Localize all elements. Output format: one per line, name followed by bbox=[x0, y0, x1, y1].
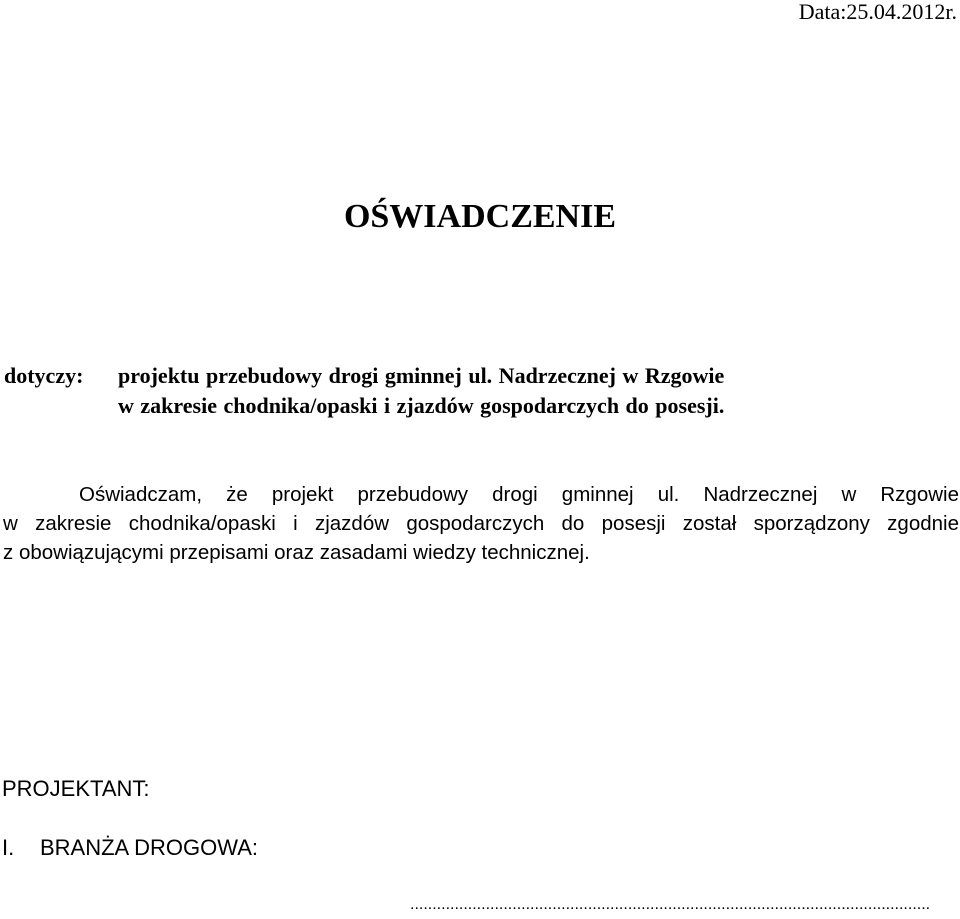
document-date: Data:25.04.2012r. bbox=[798, 0, 957, 24]
concerns-line: projektu przebudowy drogi gminnej ul. Nadrzecznej w Rzgowie bbox=[118, 363, 725, 388]
branch-number: I. bbox=[2, 835, 15, 860]
signature-line: ..................................................................................................................... bbox=[410, 896, 931, 913]
branch-row bbox=[2, 835, 258, 861]
statement-line: z obowiązującymi przepisami oraz zasadami wiedzy technicznej. bbox=[3, 541, 590, 564]
branch-label: BRANŻA DROGOWA: bbox=[40, 835, 258, 860]
document-title: OŚWIADCZENIE bbox=[343, 198, 617, 235]
concerns-line: w zakresie chodnika/opaski i zjazdów gospodarczych do posesji. bbox=[118, 393, 725, 418]
concerns-text bbox=[118, 361, 878, 421]
statement-line: w zakresie chodnika/opaski i zjazdów gospodarczych do posesji został sporządzony zgodnie bbox=[3, 512, 959, 535]
statement-paragraph bbox=[3, 480, 959, 567]
concerns-label: dotyczy: bbox=[4, 363, 84, 388]
statement-line: Oświadczam, że projekt przebudowy drogi gminnej ul. Nadrzecznej w Rzgowie bbox=[79, 483, 959, 506]
designer-label: PROJEKTANT: bbox=[2, 776, 150, 801]
